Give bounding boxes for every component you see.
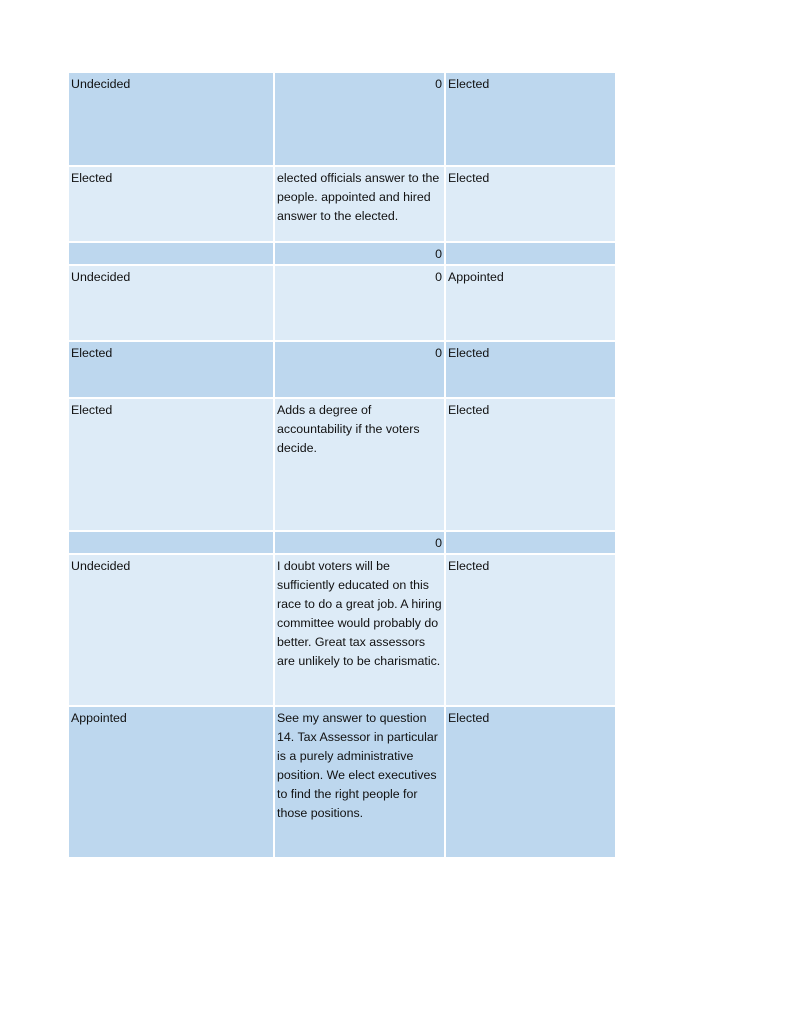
cell-preference [68, 242, 274, 265]
cell-comment: Adds a degree of accountability if the voters decide. [274, 398, 445, 531]
table-row [68, 341, 616, 398]
cell-comment: 0 [274, 72, 445, 166]
cell-method: Elected [445, 166, 616, 242]
cell-comment: See my answer to question 14. Tax Assessor in particular is a purely administrative position. We elect executives to find the right people for those positions. [274, 706, 445, 858]
cell-method [445, 242, 616, 265]
table-row [68, 554, 616, 706]
cell-preference: Appointed [68, 706, 274, 858]
cell-preference: Elected [68, 341, 274, 398]
cell-method: Elected [445, 706, 616, 858]
table-row [68, 242, 616, 265]
cell-comment: 0 [274, 531, 445, 554]
cell-method: Appointed [445, 265, 616, 341]
cell-method: Elected [445, 398, 616, 531]
cell-preference: Undecided [68, 265, 274, 341]
table-row [68, 72, 616, 166]
cell-comment: elected officials answer to the people. appointed and hired answer to the elected. [274, 166, 445, 242]
table-row [68, 265, 616, 341]
cell-method: Elected [445, 72, 616, 166]
table-row [68, 166, 616, 242]
table-row [68, 531, 616, 554]
cell-comment: 0 [274, 265, 445, 341]
cell-preference: Undecided [68, 554, 274, 706]
table-row [68, 706, 616, 858]
survey-responses-table [67, 71, 617, 859]
cell-preference: Undecided [68, 72, 274, 166]
cell-method [445, 531, 616, 554]
cell-preference: Elected [68, 166, 274, 242]
cell-comment: 0 [274, 242, 445, 265]
table-row [68, 398, 616, 531]
cell-comment: 0 [274, 341, 445, 398]
cell-preference: Elected [68, 398, 274, 531]
cell-comment: I doubt voters will be sufficiently educated on this race to do a great job. A hiring committee would probably do better. Great tax assessors are unlikely to be charismatic. [274, 554, 445, 706]
spreadsheet-table-container [67, 71, 615, 859]
cell-method: Elected [445, 554, 616, 706]
cell-preference [68, 531, 274, 554]
cell-method: Elected [445, 341, 616, 398]
